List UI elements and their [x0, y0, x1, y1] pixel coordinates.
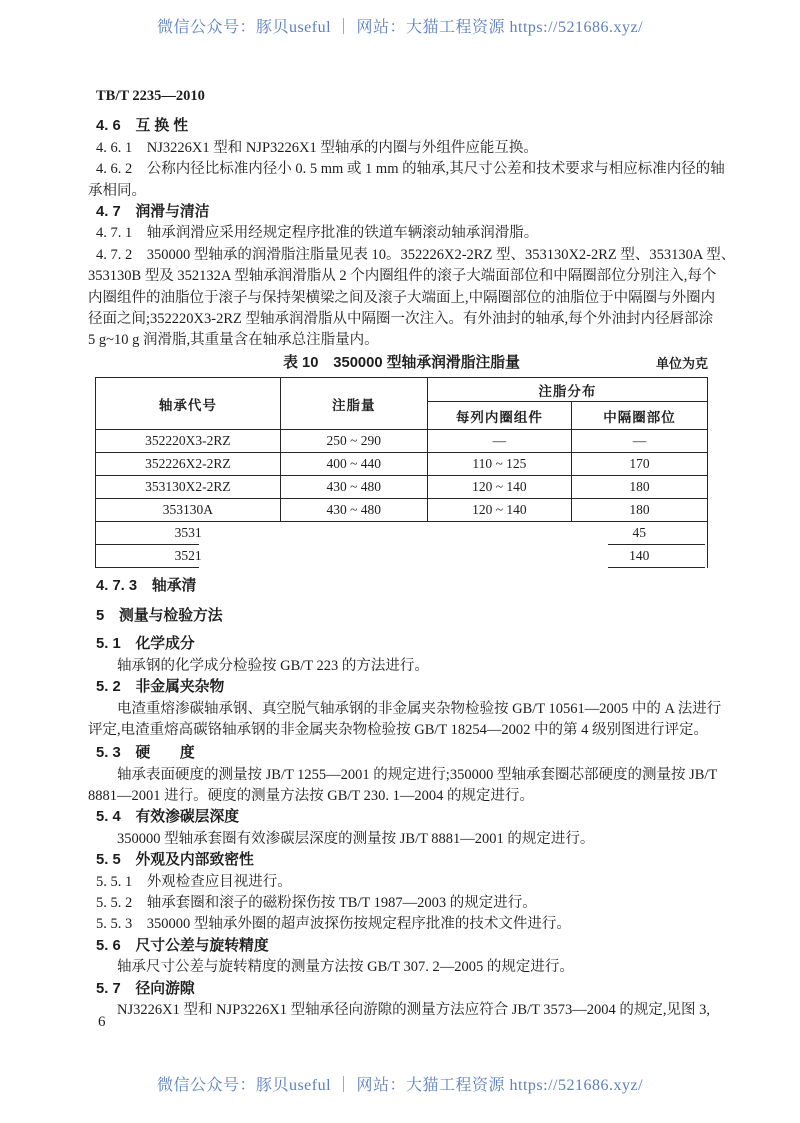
table-row: [96, 476, 708, 499]
cell-spacer: —: [572, 430, 708, 453]
cell-inner: 120 ~ 140: [427, 476, 571, 499]
clause-4-7-2-cont-1: 353130B 型及 352132A 型轴承润滑脂从 2 个内圈组件的滚子大端面部位和中隔圈部位分别注入,每个: [88, 268, 717, 285]
col-header-grease-amount: 注脂量: [280, 378, 427, 430]
heading-5: 5 测量与检验方法: [96, 607, 223, 624]
para-5-3: 轴承表面硬度的测量按 JB/T 1255—2001 的规定进行;350000 型轴承套圈芯部硬度的测量按 JB/T: [117, 766, 718, 783]
cell-code: 353130A: [96, 499, 281, 522]
table-row: [96, 430, 708, 453]
clause-4-7-2-cont-2: 内圈组件的油脂位于滚子与保持架横梁之间及滚子大端面上,中隔圈部位的油脂位于中隔圈与外圈内: [88, 289, 716, 306]
clause-5-5-2: 5. 5. 2 轴承套圈和滚子的磁粉探伤按 TB/T 1987—2003 的规定进行。: [96, 895, 537, 912]
page-number: 6: [98, 1014, 106, 1031]
clause-5-5-1: 5. 5. 1 外观检查应目视进行。: [96, 873, 292, 890]
cell-amount: [280, 522, 427, 545]
page-content: [88, 86, 736, 1034]
heading-5-4: 5. 4 有效渗碳层深度: [96, 809, 240, 826]
clause-4-7-2-cont-3: 径面之间;352220X3-2RZ 型轴承润滑脂从中隔圈一次注入。有外油封的轴承,每个外油封内径唇部涂: [88, 310, 714, 327]
cell-spacer: 180: [572, 476, 708, 499]
cell-spacer: 45: [572, 522, 708, 545]
cell-inner: [427, 522, 571, 545]
cell-spacer: 170: [572, 453, 708, 476]
table-unit-note: 单位为克: [655, 355, 708, 371]
para-5-2-cont: 评定,电渣重熔高碳铬轴承钢的非金属夹杂物检验按 GB/T 18254—2002 中的第 4 级别图进行评定。: [88, 721, 709, 738]
table-row: [96, 522, 708, 545]
heading-5-5: 5. 5 外观及内部致密性: [96, 852, 254, 869]
para-5-7: NJ3226X1 型和 NJP3226X1 型轴承径向游隙的测量方法应符合 JB/T 3573—2004 的规定,见图 3,: [117, 1002, 711, 1018]
cell-inner: —: [427, 430, 571, 453]
heading-5-6: 5. 6 尺寸公差与旋转精度: [96, 937, 269, 954]
cell-code: 352220X3-2RZ: [96, 430, 281, 453]
cell-code: 3531: [96, 522, 281, 545]
heading-4-6: 4. 6 互 换 性: [96, 118, 189, 135]
cell-amount: 430 ~ 480: [280, 499, 427, 522]
doc-code: TB/T 2235—2010: [96, 88, 205, 104]
cell-amount: [280, 545, 427, 568]
cell-inner: [427, 545, 571, 568]
cell-code: 3521: [96, 545, 281, 568]
col-header-inner-ring-assembly: 每列内圈组件: [427, 402, 571, 430]
cell-code: 352226X2-2RZ: [96, 453, 281, 476]
table-title: 表 10 350000 型轴承润滑脂注脂量: [283, 354, 520, 371]
cell-spacer: 140: [572, 545, 708, 568]
clause-4-6-2-cont: 承相同。: [88, 182, 146, 199]
heading-5-2: 5. 2 非金属夹杂物: [96, 679, 225, 696]
heading-5-3: 5. 3 硬 度: [96, 745, 195, 762]
cell-amount: 400 ~ 440: [280, 453, 427, 476]
col-header-spacer-ring: 中隔圈部位: [572, 402, 708, 430]
cell-amount: 430 ~ 480: [280, 476, 427, 499]
table-row: [96, 545, 708, 568]
table-row: [96, 453, 708, 476]
col-header-grease-distribution: 注脂分布: [427, 378, 707, 402]
heading-4-7: 4. 7 润滑与清洁: [96, 203, 210, 220]
para-5-6: 轴承尺寸公差与旋转精度的测量方法按 GB/T 307. 2—2005 的规定进行。: [117, 959, 574, 976]
cell-spacer: 180: [572, 499, 708, 522]
watermark-header: 微信公众号：豚贝useful ｜ 网站：大猫工程资源 https://521686.xyz/: [156, 19, 644, 36]
table-row: [96, 499, 708, 522]
watermark-footer: 微信公众号：豚贝useful ｜ 网站：大猫工程资源 https://521686.xyz/: [156, 1077, 644, 1094]
clause-4-7-1: 4. 7. 1 轴承润滑应采用经规定程序批准的铁道车辆滚动轴承润滑脂。: [96, 225, 539, 242]
clause-4-6-1: 4. 6. 1 NJ3226X1 型和 NJP3226X1 型轴承的内圈与外组件应能互换。: [96, 139, 538, 156]
cell-inner: 120 ~ 140: [427, 499, 571, 522]
cell-amount: 250 ~ 290: [280, 430, 427, 453]
clause-4-7-2-cont-4: 5 g~10 g 润滑脂,其重量含在轴承总注脂量内。: [88, 332, 379, 349]
clause-4-7-2: 4. 7. 2 350000 型轴承的润滑脂注脂量见表 10。352226X2-2RZ 型、353130X2-2RZ 型、353130A 型、: [96, 246, 736, 263]
clause-4-6-2: 4. 6. 2 公称内径比标准内径小 0. 5 mm 或 1 mm 的轴承,其尺寸公差和技术要求与相应标准内径的轴: [96, 161, 725, 178]
grease-amount-table: [95, 377, 708, 568]
table-header-row-1: [96, 378, 708, 402]
clause-5-5-3: 5. 5. 3 350000 型轴承外圈的超声波探伤按规定程序批准的技术文件进行。: [96, 916, 571, 933]
para-5-3-cont: 8881—2001 进行。硬度的测量方法按 GB/T 230. 1—2004 的规定进行。: [88, 788, 535, 805]
table-caption-row: [95, 352, 708, 373]
col-header-bearing-code: 轴承代号: [96, 378, 281, 430]
heading-5-1: 5. 1 化学成分: [96, 636, 195, 653]
para-5-2: 电渣重熔渗碳轴承钢、真空脱气轴承钢的非金属夹杂物检验按 GB/T 10561—2005 中的 A 法进行: [117, 700, 722, 717]
heading-4-7-3: 4. 7. 3 轴承清: [96, 577, 197, 594]
heading-5-7: 5. 7 径向游隙: [96, 980, 195, 997]
cell-code: 353130X2-2RZ: [96, 476, 281, 499]
cell-inner: 110 ~ 125: [427, 453, 571, 476]
grease-table-block: [95, 352, 708, 568]
para-5-4: 350000 型轴承套圈有效渗碳层深度的测量按 JB/T 8881—2001 的规定进行。: [117, 830, 595, 847]
para-5-1: 轴承钢的化学成分检验按 GB/T 223 的方法进行。: [117, 657, 429, 674]
